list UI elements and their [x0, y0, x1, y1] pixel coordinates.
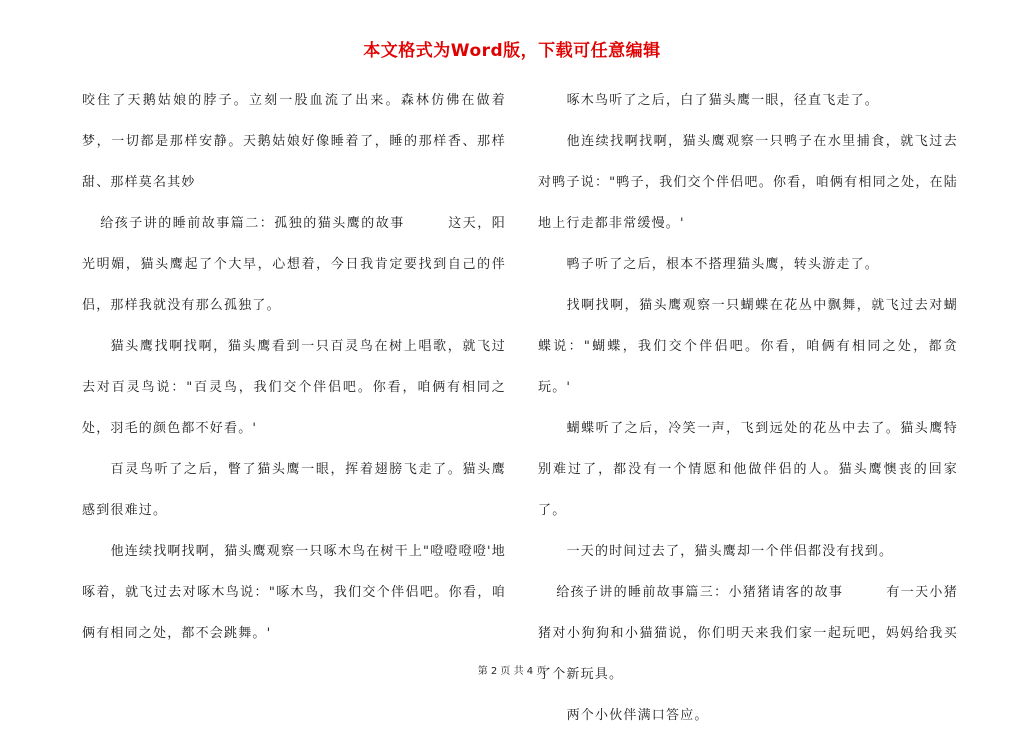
paragraph: 啄木鸟听了之后，白了猫头鹰一眼，径直飞走了。 [566, 93, 879, 108]
paragraph: 给孩子讲的睡前故事篇三：小猪猪请客的故事 有一天小猪猪对小狗狗和小猫猫说，你们明天来我们家一起玩吧，妈妈给我买了个新玩具。 [538, 585, 958, 682]
paragraph: 他连续找啊找啊，猫头鹰观察一只啄木鸟在树干上"噔噔噔噔'地啄着，就飞过去对啄木鸟说："啄木鸟，我们交个伴侣吧。你看，咱俩有相同之处，都不会跳舞。' [82, 544, 506, 641]
paragraph: 百灵鸟听了之后，瞥了猫头鹰一眼，挥着翅膀飞走了。猫头鹰感到很难过。 [82, 462, 506, 518]
paragraph: 他连续找啊找啊，猫头鹰观察一只鸭子在水里捕食，就飞过去对鸭子说："鸭子，我们交个伴侣吧。你看，咱俩有相同之处，在陆地上行走都非常缓慢。' [538, 134, 958, 231]
page-number-footer: 第 2 页 共 4 页 [477, 666, 547, 677]
paragraph: 蝴蝶听了之后，冷笑一声，飞到远处的花丛中去了。猫头鹰特别难过了，都没有一个情愿和他做伴侣的人。猫头鹰懊丧的回家了。 [538, 421, 958, 518]
document-header-title: 本文格式为Word版，下载可任意编辑 [363, 41, 661, 61]
paragraph: 猫头鹰找啊找啊，猫头鹰看到一只百灵鸟在树上唱歌，就飞过去对百灵鸟说："百灵鸟，我们交个伴侣吧。你看，咱俩有相同之处，羽毛的颜色都不好看。' [82, 339, 506, 436]
paragraph: 一天的时间过去了，猫头鹰却一个伴侣都没有找到。 [566, 544, 894, 559]
paragraph: 鸭子听了之后，根本不搭理猫头鹰，转头游走了。 [566, 257, 879, 272]
paragraph: 两个小伙伴满口答应。 [566, 708, 709, 723]
paragraph: 咬住了天鹅姑娘的脖子。立刻一股血流了出来。森林仿佛在做着梦，一切都是那样安静。天鹅姑娘好像睡着了，睡的那样香、那样甜、那样莫名其妙 [82, 93, 506, 190]
right-text-column [538, 80, 958, 736]
paragraph: 给孩子讲的睡前故事篇二：孤独的猫头鹰的故事 这天，阳光明媚，猫头鹰起了个大早，心想着，今日我肯定要找到自己的伴侣，那样我就没有那么孤独了。 [82, 216, 506, 313]
paragraph: 找啊找啊，猫头鹰观察一只蝴蝶在花丛中飘舞，就飞过去对蝴蝶说："蝴蝶，我们交个伴侣吧。你看，咱俩有相同之处，都贪玩。' [538, 298, 958, 395]
left-text-column [82, 80, 506, 654]
